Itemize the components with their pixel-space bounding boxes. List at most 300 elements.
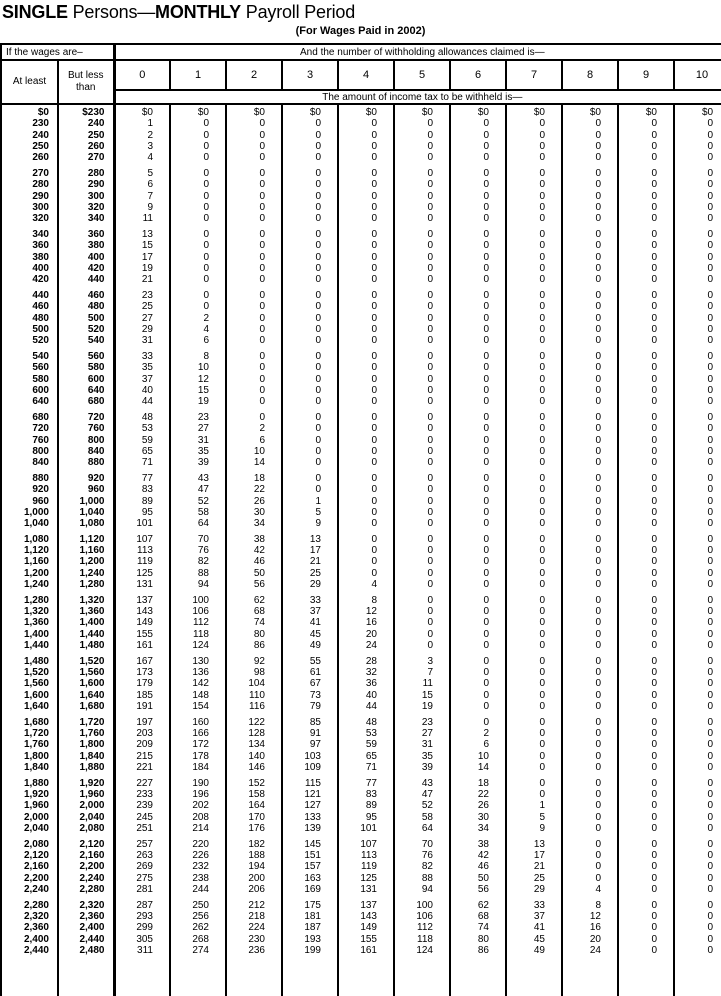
withheld-amount-cell: 0 — [450, 473, 506, 484]
withheld-amount-cell: 0 — [562, 728, 618, 739]
at-least-cell: 290 — [1, 191, 58, 202]
withheld-amount-cell: 0 — [338, 385, 394, 396]
but-less-than-cell: 440 — [58, 274, 114, 285]
withheld-amount-cell: 0 — [170, 240, 226, 251]
withheld-amount-cell: 0 — [562, 678, 618, 689]
withheld-amount-cell: 35 — [394, 751, 450, 762]
but-less-than-cell: 460 — [58, 290, 114, 301]
but-less-than-cell: 1,360 — [58, 606, 114, 617]
but-less-than-cell: 420 — [58, 263, 114, 274]
withheld-amount-cell: 0 — [282, 263, 338, 274]
withheld-amount-cell: 0 — [618, 496, 674, 507]
withheld-amount-cell: 0 — [394, 457, 450, 468]
withheld-amount-cell: $0 — [674, 107, 721, 118]
withheld-amount-cell: 0 — [226, 396, 282, 407]
spacer-cell — [674, 956, 721, 996]
withheld-amount-cell: 89 — [114, 496, 170, 507]
withheld-amount-cell: 0 — [674, 168, 721, 179]
withheld-amount-cell: 0 — [226, 213, 282, 224]
withheld-amount-cell: 76 — [394, 850, 450, 861]
withheld-amount-cell: 0 — [618, 789, 674, 800]
withheld-amount-cell: 82 — [394, 861, 450, 872]
table-row — [1, 507, 721, 518]
withheld-amount-cell: 0 — [674, 240, 721, 251]
withheld-amount-cell: 119 — [338, 861, 394, 872]
withheld-amount-cell: 0 — [506, 484, 562, 495]
withheld-amount-cell: 18 — [226, 473, 282, 484]
withheld-amount-cell: 0 — [674, 640, 721, 651]
withheld-amount-cell: 0 — [674, 751, 721, 762]
withheld-amount-cell: 0 — [618, 579, 674, 590]
withheld-amount-cell: 21 — [114, 274, 170, 285]
withheld-amount-cell: 0 — [282, 412, 338, 423]
withheld-amount-cell: 82 — [170, 556, 226, 567]
withheld-amount-cell: 0 — [282, 484, 338, 495]
withheld-amount-cell: 149 — [114, 617, 170, 628]
withheld-amount-cell: 0 — [338, 213, 394, 224]
withheld-amount-cell: 0 — [450, 717, 506, 728]
table-row — [1, 362, 721, 373]
but-less-than-cell: 1,880 — [58, 762, 114, 773]
but-less-than-cell: 240 — [58, 118, 114, 129]
withheld-amount-cell: 250 — [170, 900, 226, 911]
table-row — [1, 202, 721, 213]
withheld-amount-cell: 0 — [674, 457, 721, 468]
withheld-amount-cell: 37 — [282, 606, 338, 617]
withheld-amount-cell: 0 — [618, 274, 674, 285]
withheld-amount-cell: 0 — [506, 556, 562, 567]
withheld-amount-cell: 0 — [562, 640, 618, 651]
withheld-amount-cell: 0 — [618, 629, 674, 640]
withheld-amount-cell: 0 — [618, 179, 674, 190]
withheld-amount-cell: 0 — [506, 374, 562, 385]
withheld-amount-cell: 0 — [450, 130, 506, 141]
withheld-amount-cell: 86 — [226, 640, 282, 651]
withheld-amount-cell: 0 — [170, 118, 226, 129]
withheld-amount-cell: 0 — [394, 252, 450, 263]
spacer-cell — [114, 956, 170, 996]
table-row — [1, 861, 721, 872]
withheld-amount-cell: 139 — [282, 823, 338, 834]
withheld-amount-cell: 0 — [562, 274, 618, 285]
withheld-amount-cell: 224 — [226, 922, 282, 933]
withheld-amount-cell: 274 — [170, 945, 226, 956]
withheld-amount-cell: 124 — [394, 945, 450, 956]
withheld-amount-cell: 0 — [618, 884, 674, 895]
withheld-amount-cell: 151 — [282, 850, 338, 861]
table-header — [1, 44, 721, 104]
withheld-amount-cell: 49 — [506, 945, 562, 956]
withheld-amount-cell: 0 — [674, 911, 721, 922]
withheld-amount-cell: 0 — [674, 362, 721, 373]
withheld-amount-cell: 0 — [506, 534, 562, 545]
withheld-amount-cell: 0 — [338, 229, 394, 240]
withheld-amount-cell: 0 — [562, 191, 618, 202]
but-less-than-cell: 1,640 — [58, 690, 114, 701]
withheld-amount-cell: 0 — [618, 667, 674, 678]
withheld-amount-cell: 0 — [394, 534, 450, 545]
withheld-amount-cell: 196 — [170, 789, 226, 800]
but-less-than-cell: 920 — [58, 473, 114, 484]
table-row — [1, 518, 721, 529]
withheld-amount-cell: 55 — [282, 656, 338, 667]
but-less-than-cell: 480 — [58, 301, 114, 312]
at-least-cell: 230 — [1, 118, 58, 129]
but-less-than-cell: 540 — [58, 335, 114, 346]
withheld-amount-cell: 23 — [394, 717, 450, 728]
table-row — [1, 656, 721, 667]
withheld-amount-cell: 17 — [506, 850, 562, 861]
withheld-amount-cell: 262 — [170, 922, 226, 933]
withheld-amount-cell: 0 — [674, 861, 721, 872]
withheld-amount-cell: 0 — [618, 301, 674, 312]
withheld-amount-cell: 124 — [170, 640, 226, 651]
withheld-amount-cell: 0 — [338, 301, 394, 312]
at-least-cell: 920 — [1, 484, 58, 495]
but-less-than-cell: 250 — [58, 130, 114, 141]
withheld-amount-cell: 0 — [618, 412, 674, 423]
withheld-amount-cell: 7 — [394, 667, 450, 678]
withheld-amount-cell: 0 — [450, 202, 506, 213]
at-least-cell: 300 — [1, 202, 58, 213]
table-row — [1, 823, 721, 834]
withheld-amount-cell: 0 — [674, 484, 721, 495]
withheld-amount-cell: 45 — [282, 629, 338, 640]
withheld-amount-cell: 0 — [450, 667, 506, 678]
withheld-amount-cell: 176 — [226, 823, 282, 834]
withheld-amount-cell: 58 — [394, 812, 450, 823]
spacer-cell — [170, 956, 226, 996]
at-least-cell: 1,240 — [1, 579, 58, 590]
withheld-amount-cell: 0 — [282, 191, 338, 202]
table-row — [1, 229, 721, 240]
withheld-amount-cell: 0 — [450, 640, 506, 651]
withheld-amount-cell: 0 — [450, 412, 506, 423]
but-less-than-cell: 1,520 — [58, 656, 114, 667]
withheld-amount-cell: 0 — [562, 446, 618, 457]
withheld-amount-cell: 0 — [506, 274, 562, 285]
table-row — [1, 911, 721, 922]
withheld-amount-cell: 0 — [394, 595, 450, 606]
table-row — [1, 579, 721, 590]
withheld-amount-cell: 0 — [506, 118, 562, 129]
withheld-amount-cell: 0 — [394, 640, 450, 651]
withheld-amount-cell: 0 — [282, 385, 338, 396]
withheld-amount-cell: 0 — [674, 667, 721, 678]
withheld-amount-cell: 64 — [170, 518, 226, 529]
withheld-amount-cell: 125 — [114, 568, 170, 579]
withheld-amount-cell: 0 — [394, 473, 450, 484]
col-header-allowance-4: 4 — [338, 60, 394, 90]
table-body — [1, 104, 721, 996]
withheld-amount-cell: 49 — [282, 640, 338, 651]
withheld-amount-cell: 0 — [394, 240, 450, 251]
withheld-amount-cell: 0 — [394, 396, 450, 407]
withheld-amount-cell: 128 — [226, 728, 282, 739]
withheld-amount-cell: 0 — [450, 534, 506, 545]
withheld-amount-cell: 47 — [394, 789, 450, 800]
withheld-amount-cell: 0 — [338, 240, 394, 251]
withheld-amount-cell: 0 — [394, 313, 450, 324]
withheld-amount-cell: 311 — [114, 945, 170, 956]
table-row — [1, 107, 721, 118]
withheld-amount-cell: 0 — [562, 473, 618, 484]
withheld-amount-cell: 107 — [114, 534, 170, 545]
withheld-amount-cell: 0 — [506, 728, 562, 739]
withheld-amount-cell: 0 — [226, 301, 282, 312]
withheld-amount-cell: $0 — [226, 107, 282, 118]
withheld-amount-cell: 0 — [562, 435, 618, 446]
withheld-amount-cell: 31 — [170, 435, 226, 446]
but-less-than-cell: 1,040 — [58, 507, 114, 518]
withheld-amount-cell: 1 — [282, 496, 338, 507]
at-least-cell: 280 — [1, 179, 58, 190]
but-less-than-cell: 260 — [58, 141, 114, 152]
withheld-amount-cell: 32 — [338, 667, 394, 678]
withheld-amount-cell: 0 — [506, 130, 562, 141]
at-least-cell: 800 — [1, 446, 58, 457]
withheld-amount-cell: 268 — [170, 934, 226, 945]
table-row — [1, 534, 721, 545]
withheld-amount-cell: 0 — [450, 351, 506, 362]
withheld-amount-cell: 0 — [282, 324, 338, 335]
withheld-amount-cell: $0 — [618, 107, 674, 118]
withheld-amount-cell: 12 — [170, 374, 226, 385]
withheld-amount-cell: 37 — [114, 374, 170, 385]
withheld-amount-cell: 0 — [674, 595, 721, 606]
at-least-cell: 1,720 — [1, 728, 58, 739]
withheld-amount-cell: 125 — [338, 873, 394, 884]
withheld-amount-cell: 0 — [170, 263, 226, 274]
withheld-amount-cell: 0 — [394, 141, 450, 152]
withheld-amount-cell: 0 — [394, 423, 450, 434]
withheld-amount-cell: 0 — [562, 213, 618, 224]
withheld-amount-cell: 0 — [674, 335, 721, 346]
withheld-amount-cell: 0 — [450, 457, 506, 468]
withheld-amount-cell: 0 — [562, 118, 618, 129]
table-row — [1, 141, 721, 152]
withheld-amount-cell: 46 — [226, 556, 282, 567]
withheld-amount-cell: 0 — [450, 678, 506, 689]
withheld-amount-cell: 0 — [450, 191, 506, 202]
withheld-amount-cell: 23 — [170, 412, 226, 423]
withheld-amount-cell: 130 — [170, 656, 226, 667]
withheld-amount-cell: 31 — [114, 335, 170, 346]
withheld-amount-cell: 227 — [114, 778, 170, 789]
withheld-amount-cell: 10 — [450, 751, 506, 762]
withheld-amount-cell: 34 — [450, 823, 506, 834]
withheld-amount-cell: 0 — [506, 252, 562, 263]
but-less-than-cell: 400 — [58, 252, 114, 263]
withheld-amount-cell: 137 — [338, 900, 394, 911]
at-least-cell: 2,160 — [1, 861, 58, 872]
withheld-amount-cell: 0 — [394, 130, 450, 141]
withheld-amount-cell: 0 — [618, 435, 674, 446]
withheld-amount-cell: 19 — [170, 396, 226, 407]
withheld-amount-cell: 0 — [506, 324, 562, 335]
withheld-amount-cell: 0 — [394, 324, 450, 335]
withheld-amount-cell: 0 — [562, 496, 618, 507]
withheld-amount-cell: 16 — [562, 922, 618, 933]
withheld-amount-cell: 0 — [282, 152, 338, 163]
spacer-cell — [562, 956, 618, 996]
withheld-amount-cell: 191 — [114, 701, 170, 712]
table-row — [1, 568, 721, 579]
withheld-amount-cell: 110 — [226, 690, 282, 701]
withheld-amount-cell: 0 — [450, 568, 506, 579]
withheld-amount-cell: 0 — [282, 213, 338, 224]
withheld-amount-cell: 9 — [282, 518, 338, 529]
withheld-amount-cell: 0 — [618, 595, 674, 606]
but-less-than-cell: 2,360 — [58, 911, 114, 922]
withheld-amount-cell: 0 — [674, 130, 721, 141]
withheld-amount-cell: 0 — [506, 446, 562, 457]
withheld-amount-cell: 137 — [114, 595, 170, 606]
withheld-amount-cell: 0 — [562, 717, 618, 728]
table-row — [1, 130, 721, 141]
withheld-amount-cell: 0 — [674, 884, 721, 895]
withheld-amount-cell: 20 — [562, 934, 618, 945]
withheld-amount-cell: 0 — [506, 141, 562, 152]
withheld-amount-cell: 0 — [674, 423, 721, 434]
withheld-amount-cell: 0 — [170, 168, 226, 179]
withheld-amount-cell: 0 — [674, 701, 721, 712]
page-title — [0, 0, 721, 22]
withheld-amount-cell: 0 — [674, 313, 721, 324]
withheld-amount-cell: 0 — [450, 374, 506, 385]
withheld-amount-cell: 0 — [506, 435, 562, 446]
spacer-cell — [1, 956, 58, 996]
withheld-amount-cell: 2 — [226, 423, 282, 434]
at-least-cell: 360 — [1, 240, 58, 251]
at-least-cell: 880 — [1, 473, 58, 484]
withheld-amount-cell: 45 — [506, 934, 562, 945]
withheld-amount-cell: 0 — [674, 812, 721, 823]
withheld-amount-cell: 0 — [618, 900, 674, 911]
but-less-than-cell: 2,440 — [58, 934, 114, 945]
withheld-amount-cell: 0 — [450, 362, 506, 373]
amount-header: The amount of income tax to be withheld is— — [114, 90, 721, 104]
withheld-amount-cell: 0 — [674, 678, 721, 689]
withheld-amount-cell: 58 — [170, 507, 226, 518]
withheld-amount-cell: 0 — [562, 617, 618, 628]
withheld-amount-cell: 0 — [674, 229, 721, 240]
withheld-amount-cell: 134 — [226, 739, 282, 750]
withheld-amount-cell: 0 — [394, 213, 450, 224]
withheld-amount-cell: 172 — [170, 739, 226, 750]
withheld-amount-cell: 41 — [282, 617, 338, 628]
withheld-amount-cell: 0 — [674, 606, 721, 617]
spacer-cell — [450, 956, 506, 996]
withheld-amount-cell: 115 — [282, 778, 338, 789]
at-least-cell: 1,360 — [1, 617, 58, 628]
withheld-amount-cell: 0 — [394, 435, 450, 446]
withheld-amount-cell: 2 — [450, 728, 506, 739]
withheld-amount-cell: 0 — [450, 179, 506, 190]
withheld-amount-cell: 0 — [618, 739, 674, 750]
but-less-than-cell: 1,680 — [58, 701, 114, 712]
at-least-cell: 520 — [1, 335, 58, 346]
withheld-amount-cell: 14 — [226, 457, 282, 468]
withheld-amount-cell: 0 — [618, 873, 674, 884]
withheld-amount-cell: 12 — [338, 606, 394, 617]
withheld-amount-cell: 0 — [282, 335, 338, 346]
withheld-amount-cell: 0 — [618, 800, 674, 811]
withheld-amount-cell: 0 — [450, 335, 506, 346]
withheld-amount-cell: 0 — [562, 606, 618, 617]
withheld-amount-cell: 0 — [674, 900, 721, 911]
withheld-amount-cell: 52 — [170, 496, 226, 507]
withheld-amount-cell: 15 — [114, 240, 170, 251]
withheld-amount-cell: 0 — [618, 934, 674, 945]
withheld-amount-cell: 0 — [506, 739, 562, 750]
withheld-amount-cell: 101 — [114, 518, 170, 529]
withheld-amount-cell: 101 — [338, 823, 394, 834]
withheld-amount-cell: 0 — [674, 446, 721, 457]
withheld-amount-cell: 17 — [114, 252, 170, 263]
withheld-amount-cell: 0 — [562, 240, 618, 251]
but-less-than-cell: 600 — [58, 374, 114, 385]
withheld-amount-cell: 25 — [506, 873, 562, 884]
withheld-amount-cell: 100 — [170, 595, 226, 606]
table-row — [1, 252, 721, 263]
withheld-amount-cell: 160 — [170, 717, 226, 728]
withheld-amount-cell: 0 — [226, 412, 282, 423]
withheld-amount-cell: 0 — [338, 179, 394, 190]
withheld-amount-cell: 143 — [114, 606, 170, 617]
withheld-amount-cell: 0 — [170, 301, 226, 312]
withheld-amount-cell: 0 — [450, 629, 506, 640]
at-least-cell: 420 — [1, 274, 58, 285]
withheld-amount-cell: 0 — [562, 202, 618, 213]
withheld-amount-cell: 0 — [674, 191, 721, 202]
withheld-amount-cell: 0 — [450, 385, 506, 396]
but-less-than-cell: 2,080 — [58, 823, 114, 834]
table-row — [1, 934, 721, 945]
withheld-amount-cell: 0 — [282, 362, 338, 373]
withheld-amount-cell: 131 — [338, 884, 394, 895]
withheld-amount-cell: 0 — [562, 823, 618, 834]
withheld-amount-cell: 88 — [170, 568, 226, 579]
withheld-amount-cell: 182 — [226, 839, 282, 850]
at-least-cell: 340 — [1, 229, 58, 240]
withheld-amount-cell: 161 — [114, 640, 170, 651]
withheld-amount-cell: 0 — [674, 717, 721, 728]
withheld-amount-cell: 0 — [618, 130, 674, 141]
withheld-amount-cell: 0 — [618, 861, 674, 872]
withheld-amount-cell: 0 — [674, 556, 721, 567]
withheld-amount-cell: 22 — [450, 789, 506, 800]
withheld-amount-cell: 0 — [674, 739, 721, 750]
table-row — [1, 423, 721, 434]
withheld-amount-cell: 52 — [394, 800, 450, 811]
header-row-top — [1, 44, 721, 60]
withheld-amount-cell: 0 — [506, 396, 562, 407]
withheld-amount-cell: 0 — [226, 240, 282, 251]
withheld-amount-cell: 0 — [338, 374, 394, 385]
but-less-than-cell: 280 — [58, 168, 114, 179]
withheld-amount-cell: 0 — [394, 351, 450, 362]
withheld-amount-cell: 0 — [618, 202, 674, 213]
withheld-amount-cell: 0 — [338, 118, 394, 129]
col-header-allowance-6: 6 — [450, 60, 506, 90]
withheld-amount-cell: 0 — [226, 202, 282, 213]
at-least-cell: 560 — [1, 362, 58, 373]
at-least-cell: 1,280 — [1, 595, 58, 606]
withheld-amount-cell: 88 — [394, 873, 450, 884]
withheld-amount-cell: 0 — [282, 130, 338, 141]
but-less-than-cell: 560 — [58, 351, 114, 362]
